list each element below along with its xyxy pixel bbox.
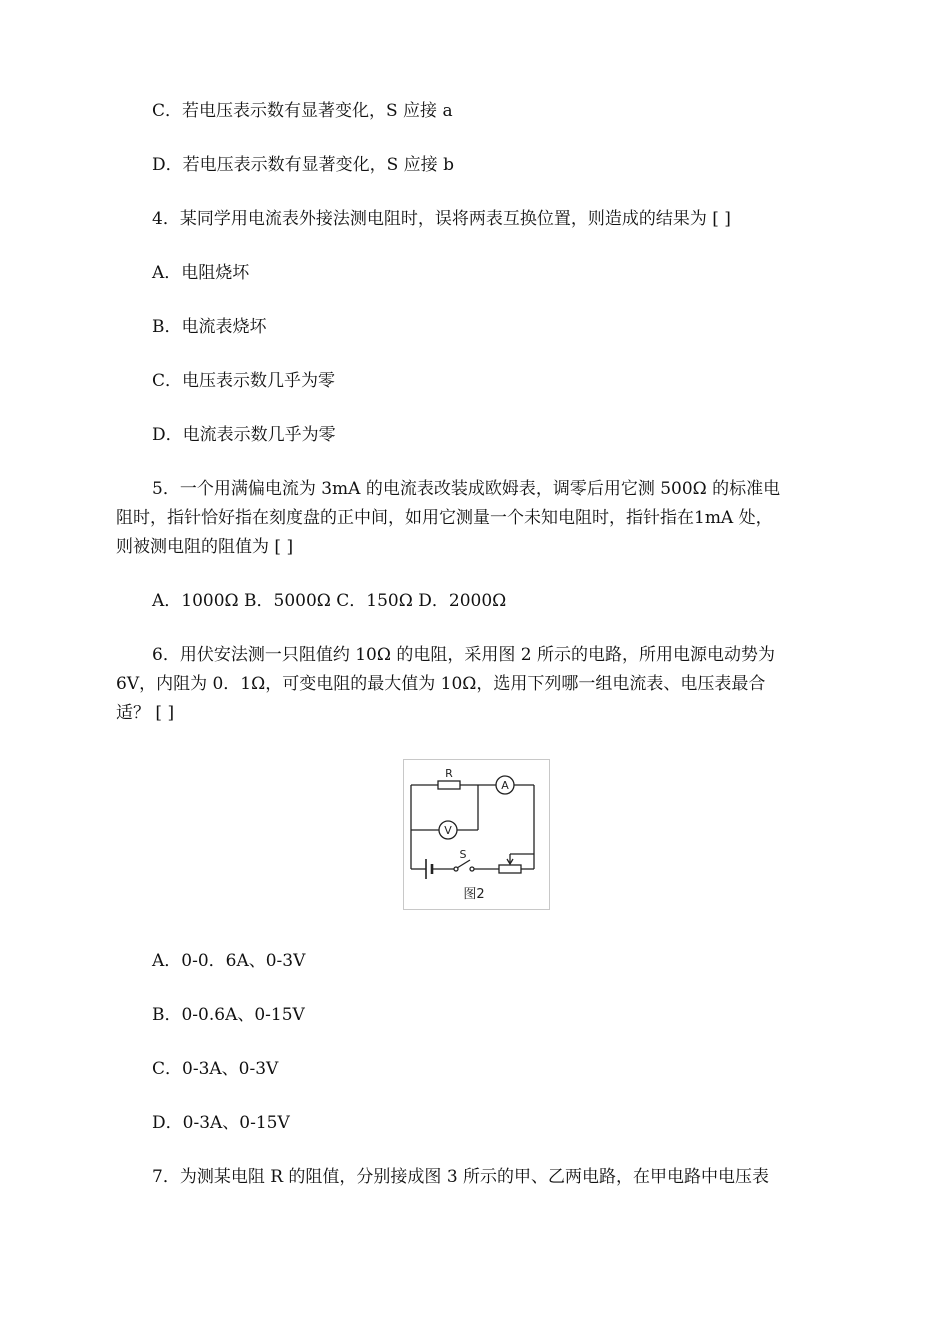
question-5-line-1: 5．一个用满偏电流为 3mA 的电流表改装成欧姆表，调零后用它测 500Ω 的标准电 (152, 479, 781, 499)
option-4c: C．电压表示数几乎为零 (152, 371, 336, 391)
question-5-line-3: 则被测电阻的阻值为 [ ] (116, 537, 294, 557)
question-6-line-1: 6．用伏安法测一只阻值约 10Ω 的电阻，采用图 2 所示的电路，所用电源电动势为 (152, 645, 775, 665)
option-3c: C．若电压表示数有显著变化，S 应接 a (152, 101, 453, 121)
question-6-line-3: 适？ [ ] (116, 703, 175, 723)
figure-caption: 图2 (463, 887, 485, 902)
option-3d: D．若电压表示数有显著变化，S 应接 b (152, 155, 454, 175)
resistor-r (438, 781, 460, 789)
circuit-diagram (404, 760, 549, 909)
label-a: A (501, 779, 509, 792)
option-4d: D．电流表示数几乎为零 (152, 425, 336, 445)
switch-blade (457, 860, 470, 868)
option-6c: C．0-3A、0-3V (152, 1059, 279, 1079)
label-v: V (444, 824, 452, 837)
switch-contact-right (470, 867, 474, 871)
option-4b: B．电流表烧坏 (152, 317, 267, 337)
option-4a: A．电阻烧坏 (152, 263, 250, 283)
option-6a: A．0-0．6A、0-3V (152, 951, 306, 971)
options-5: A．1000Ω B．5000Ω C．150Ω D．2000Ω (152, 591, 507, 611)
rheostat-body (499, 865, 521, 873)
question-6-line-2: 6V，内阻为 0．1Ω，可变电阻的最大值为 10Ω，选用下列哪一组电流表、电压表最合 (116, 674, 766, 694)
question-4: 4．某同学用电流表外接法测电阻时，误将两表互换位置，则造成的结果为 [ ] (152, 209, 731, 229)
label-r: R (445, 767, 453, 780)
question-7-line-1: 7．为测某电阻 R 的阻值，分别接成图 3 所示的甲、乙两电路，在甲电路中电压表 (152, 1167, 770, 1187)
option-6d: D．0-3A、0-15V (152, 1113, 290, 1133)
question-5-line-2: 阻时，指针恰好指在刻度盘的正中间，如用它测量一个未知电阻时，指针指在1mA 处， (116, 508, 773, 528)
option-6b: B．0-0.6A、0-15V (152, 1005, 305, 1025)
circuit-figure-2 (403, 759, 550, 910)
label-s: S (459, 848, 467, 861)
